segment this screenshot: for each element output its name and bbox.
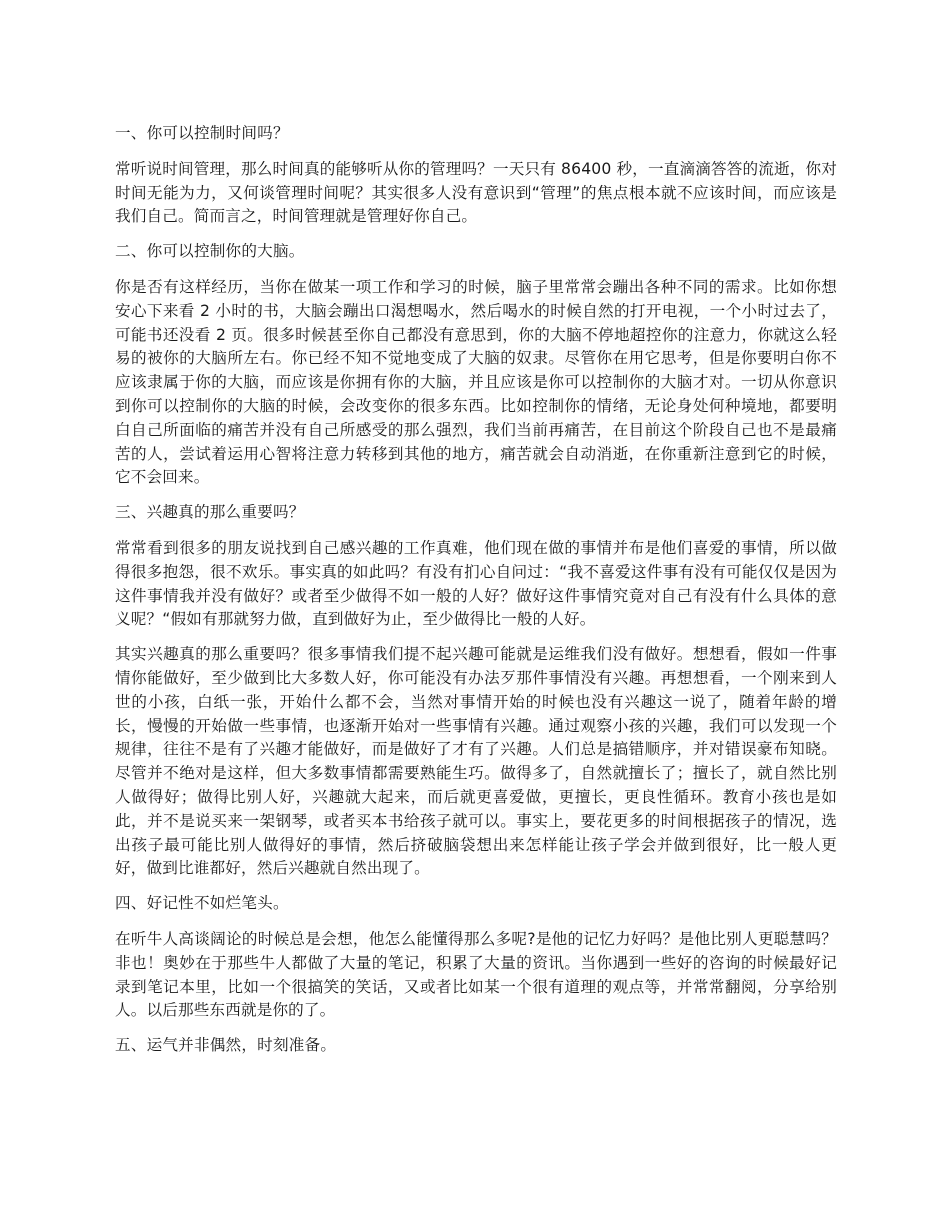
section-paragraph: 你是否有这样经历，当你在做某一项工作和学习的时候，脑子里常常会蹦出各种不同的需求。比如你想安心下来看 2 小时的书，大脑会蹦出口渴想喝水，然后喝水的时候自然的打开电视，一个小时过去了，可能书还没看 2 页。很多时候甚至你自己都没有意思到，你的大脑不停地超控你的注意力，你就这么轻易的被你的大脑所左右。你已经不知不觉地变成了大脑的奴隶。尽管你在用它思考，但是你要明白你不应该隶属于你的大脑，而应该是你拥有你的大脑，并且应该是你可以控制你的大脑才对。一切从你意识到你可以控制你的大脑的时候，会改变你的很多东西。比如控制你的情绪，无论身处何种境地，都要明白自己所面临的痛苦并没有自己所感受的那么强烈，我们当前再痛苦，在目前这个阶段自己也不是最痛苦的人，尝试着运用心智将注意力转移到其他的地方，痛苦就会自动消逝，在你重新注意到它的时候，它不会回来。 [115,277,837,487]
section-heading: 二、你可以控制你的大脑。 [115,242,305,261]
section-heading: 三、兴趣真的那么重要吗？ [115,503,305,522]
section-1 [115,122,837,229]
section-heading: 五、运气并非偶然，时刻准备。 [115,1036,337,1055]
section-2 [115,240,837,490]
section-5 [115,1034,837,1058]
section-heading: 一、你可以控制时间吗？ [115,124,289,142]
section-heading: 四、好记性不如烂笔头。 [115,894,289,913]
section-paragraph: 常常看到很多的朋友说找到自己感兴趣的工作真难，他们现在做的事情并布是他们喜爱的事情，所以做得很多抱怨，很不欢乐。事实真的如此吗？有没有扪心自问过：“我不喜爱这件事有没有可能仅仅是因为这件事情我并没有做好？或者至少做得不如一般的人好？做好这件事情究竟对自己有没有什么具体的意义呢？“假如有那就努力做，直到做好为止，至少做得比一般的人好。 [115,538,837,629]
section-paragraph: 常听说时间管理，那么时间真的能够听从你的管理吗？一天只有 86400 秒，一直滴滴答答的流逝，你对时间无能为力，又何谈管理时间呢？其实很多人没有意识到“管理”的焦点根本就不应该时间，而应该是我们自己。简而言之，时间管理就是管理好你自己。 [115,159,837,226]
section-paragraph: 其实兴趣真的那么重要吗？很多事情我们提不起兴趣可能就是运维我们没有做好。想想看，假如一件事情你能做好，至少做到比大多数人好，你可能没有办法歹那件事情没有兴趣。再想想看，一个刚来到人世的小孩，白纸一张，开始什么都不会，当然对事情开始的时候也没有兴趣这一说了，随着年龄的增长，慢慢的开始做一些事情，也逐渐开始对一些事情有兴趣。通过观察小孩的兴趣，我们可以发现一个规律，往往不是有了兴趣才能做好，而是做好了才有了兴趣。人们总是搞错顺序，并对错误豪布知晓。尽管并不绝对是这样，但大多数事情都需要熟能生巧。做得多了，自然就擅长了；擅长了，就自然比别人做得好；做得比别人好，兴趣就大起来，而后就更喜爱做，更擅长，更良性循环。教育小孩也是如此，并不是说买来一架钢琴，或者买本书给孩子就可以。事实上，要花更多的时间根据孩子的情况，选出孩子最可能比别人做得好的事情，然后挤破脑袋想出来怎样能让孩子学会并做到很好，比一般人更好，做到比谁都好，然后兴趣就自然出现了。 [115,645,837,878]
document-body [115,122,837,1070]
section-4 [115,892,837,1023]
section-paragraph: 在听牛人高谈阔论的时候总是会想，他怎么能懂得那么多呢?是他的记忆力好吗？是他比别人更聪慧吗？非也！奥妙在于那些牛人都做了大量的笔记，积累了大量的资讯。当你遇到一些好的咨询的时候最好记录到笔记本里，比如一个很搞笑的笑话，又或者比如某一个很有道理的观点等，并常常翻阅，分享给别人。以后那些东西就是你的了。 [115,929,837,1020]
section-3 [115,501,837,881]
